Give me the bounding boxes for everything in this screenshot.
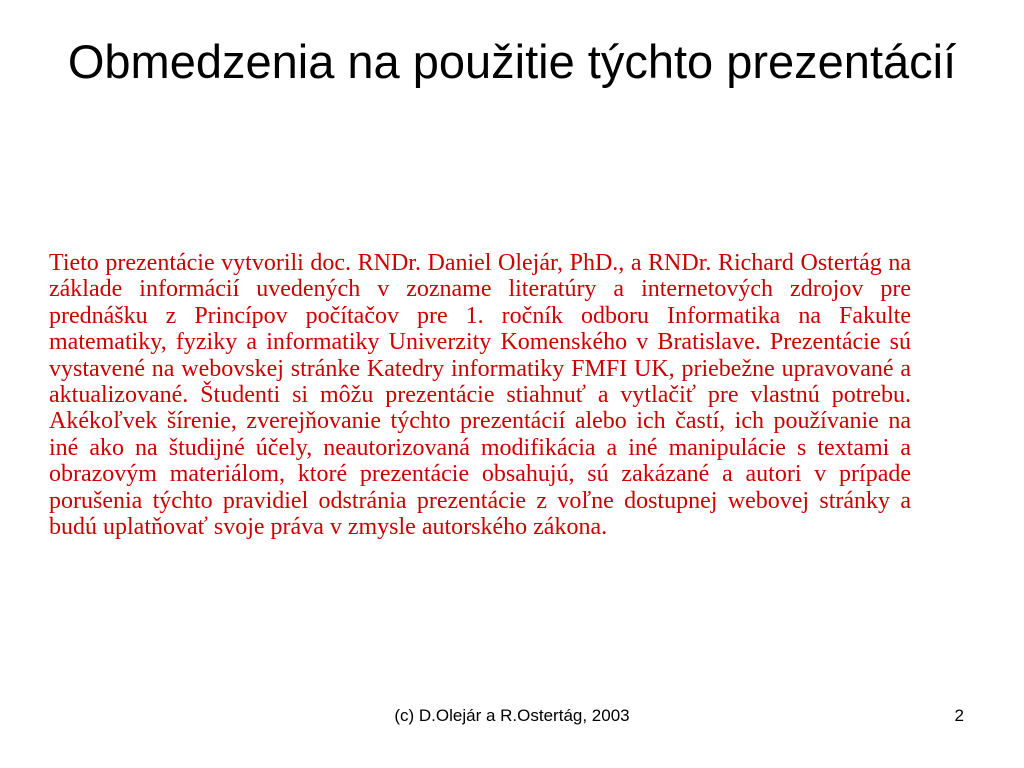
slide-footer-copyright: (c) D.Olejár a R.Ostertág, 2003 xyxy=(394,706,630,725)
slide-title: Obmedzenia na použitie týchto prezentácií xyxy=(67,35,957,88)
slide-page-number: 2 xyxy=(954,706,964,725)
slide-body-text: Tieto prezentácie vytvorili doc. RNDr. Daniel Olejár, PhD., a RNDr. Richard Ostertág na základe informácií uvedených v zozname literatúry a internetových zdrojov pre prednášku z Princípov počítačov pre 1. ročník odboru Informatika na Fakulte matematiky, fyziky a informatiky Univerzity Komenského v Bratislave. Prezentácie sú vystavené na webovskej stránke Katedry informatiky FMFI UK, priebežne upravované a aktualizované. Študenti si môžu prezentácie stiahnuť a vytlačiť pre vlastnú potrebu. Akékoľvek šírenie, zverejňovanie týchto prezentácií alebo ich častí, ich používanie na iné ako na študijné účely, neautorizovaná modifikácia a iné manipulácie s textami a obrazovým materiálom, ktoré prezentácie obsahujú, sú zakázané a autori v prípade porušenia týchto pravidiel odstránia prezentácie z voľne dostupnej webovej stránky a budú uplatňovať svoje práva v zmysle autorského zákona. xyxy=(49,250,911,541)
